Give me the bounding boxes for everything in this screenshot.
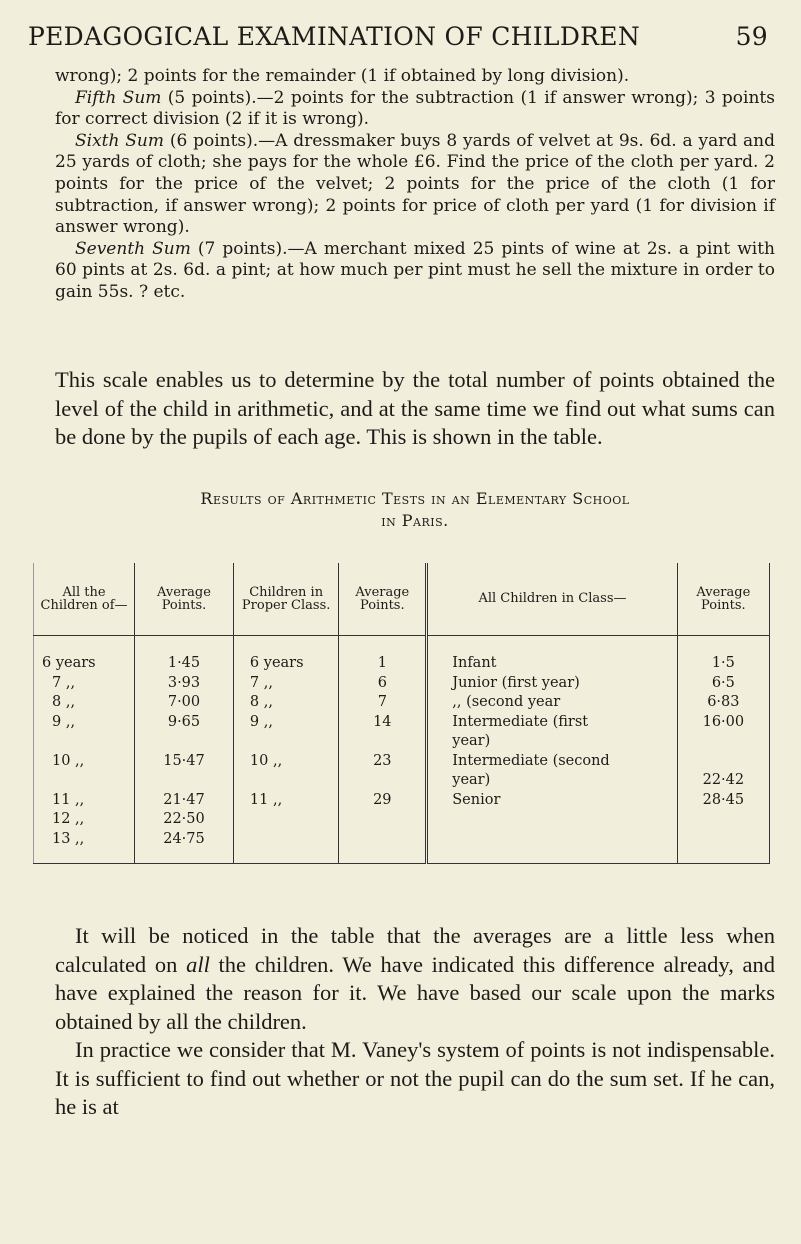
header-average-2: Average Points.: [339, 563, 427, 636]
age-cell: 8 ,,: [52, 694, 76, 710]
seventh-sum-label: Seventh Sum: [75, 238, 191, 259]
running-head-title: PEDAGOGICAL EXAMINATION OF CHILDREN: [28, 22, 641, 51]
header-all-children: All the Children of—: [34, 563, 135, 636]
class-cell: Intermediate (second: [452, 752, 610, 769]
age-cell: 13 ,,: [52, 830, 85, 847]
caption-line-1: Results of Arithmetic Tests in an Elementary School: [200, 489, 630, 508]
average-cell: 23: [373, 752, 392, 769]
class-cell: ,, (second year: [452, 694, 561, 710]
closing-paragraphs: [55, 922, 775, 1122]
scoring-instructions: [55, 66, 775, 304]
average-cell: 28·45: [702, 791, 745, 808]
fifth-sum-text: (5 points).—2 points for the subtraction (1 if answer wrong); 3 points for correct division (2 if it is wrong).: [55, 87, 775, 130]
seventh-sum-paragraph: [55, 239, 775, 304]
class-cell: Junior (first year): [452, 674, 580, 691]
page-number: 59: [735, 22, 768, 51]
average-cell: 16·00: [702, 713, 745, 730]
class-cell: Infant: [452, 655, 497, 671]
caption-line-2: in Paris.: [381, 511, 449, 530]
scale-paragraph: This scale enables us to determine by the total number of points obtained the level of the child in arithmetic, and at the same time we find out what sums can be done by the pupils of each age. This is shown in the table.: [55, 367, 775, 449]
proper-age-cell: 10 ,,: [249, 752, 283, 769]
header-proper-class: Children in Proper Class.: [233, 563, 338, 636]
proper-age-cell: 11 ,,: [249, 791, 283, 808]
age-cell: 11 ,,: [52, 791, 85, 808]
practice-paragraph: In practice we consider that M. Vaney's system of points is not indispensable. It is sufficient to find out whether or not the pupil can do the sum set. If he can, he is at: [55, 1037, 775, 1119]
average-cell: 29: [373, 791, 392, 808]
age-column: [34, 636, 135, 864]
fifth-sum-paragraph: [55, 88, 775, 131]
emphasis-word: all: [186, 951, 210, 977]
scale-paragraph-block: [55, 366, 775, 452]
average-class-column: [677, 636, 769, 864]
results-table: [33, 563, 770, 864]
table-body-row: [34, 636, 770, 864]
proper-age-cell: 6 years: [249, 655, 304, 671]
average-cell: 1·5: [711, 655, 735, 671]
class-cell: Senior: [452, 791, 501, 808]
average-cell: 1: [377, 655, 387, 671]
average-cell: 14: [373, 713, 392, 730]
proper-class-column: [233, 636, 338, 864]
proper-age-cell: 9 ,,: [249, 713, 273, 730]
sixth-sum-label: Sixth Sum: [75, 130, 164, 151]
average-cell: 6: [377, 674, 387, 691]
age-cell: 9 ,,: [52, 713, 76, 730]
average-cell: 22·50: [163, 811, 205, 827]
average-cell: 7: [377, 694, 387, 710]
average-cell: 6·83: [707, 694, 740, 710]
sixth-sum-paragraph: [55, 131, 775, 239]
table-header-row: [34, 563, 770, 636]
fifth-sum-label: Fifth Sum: [75, 87, 162, 108]
average-cell: 9·65: [167, 713, 201, 730]
proper-age-cell: 8 ,,: [249, 694, 273, 710]
averages-paragraph: It will be noticed in the table that the averages are a little less when calculated on all the children. We have indicated this difference already, and have explained the reason for it. We have based our scale upon the marks obtained by all the children.: [55, 923, 775, 1034]
average-cell: 24·75: [163, 830, 205, 847]
running-head: [28, 22, 768, 51]
average-cell: 22·42: [702, 772, 745, 788]
class-column: [427, 636, 677, 864]
table-caption: [55, 488, 775, 532]
class-cell: year): [452, 733, 491, 749]
instruction-continuation: wrong); 2 points for the remainder (1 if obtained by long division).: [55, 66, 630, 86]
average-cell: 21·47: [163, 791, 205, 808]
class-cell: Intermediate (first: [452, 713, 589, 730]
average-cell: 1·45: [167, 655, 201, 671]
age-cell: 6 years: [42, 655, 96, 671]
average-cell: 15·47: [163, 752, 205, 769]
average-cell: 3·93: [167, 674, 201, 691]
average-cell: 7·00: [167, 694, 201, 710]
class-cell: year): [452, 772, 491, 788]
average-proper-column: [339, 636, 427, 864]
average-all-column: [135, 636, 234, 864]
proper-age-cell: 7 ,,: [249, 674, 273, 691]
sixth-sum-text: (6 points).—A dressmaker buys 8 yards of velvet at 9s. 6d. a yard and 25 yards of cloth; she pays for the whole £6. Find the price of the cloth per yard. 2 points for the price of the velvet; 2 points for the price of the cloth (1 for subtraction, if answer wrong); 2 points for price of cloth per yard (1 for division if answer wrong).: [55, 130, 776, 238]
seventh-sum-text: (7 points).—A merchant mixed 25 pints of wine at 2s. a pint with 60 pints at 2s. 6d. a pint; at how much per pint must he sell the mixture in order to gain 55s. ? etc.: [55, 238, 776, 302]
age-cell: 10 ,,: [52, 752, 85, 769]
header-all-in-class: All Children in Class—: [427, 563, 677, 636]
header-average-3: Average Points.: [677, 563, 769, 636]
age-cell: 7 ,,: [52, 674, 76, 691]
header-average-1: Average Points.: [135, 563, 234, 636]
age-cell: 12 ,,: [52, 811, 85, 827]
average-cell: 6·5: [711, 674, 735, 691]
